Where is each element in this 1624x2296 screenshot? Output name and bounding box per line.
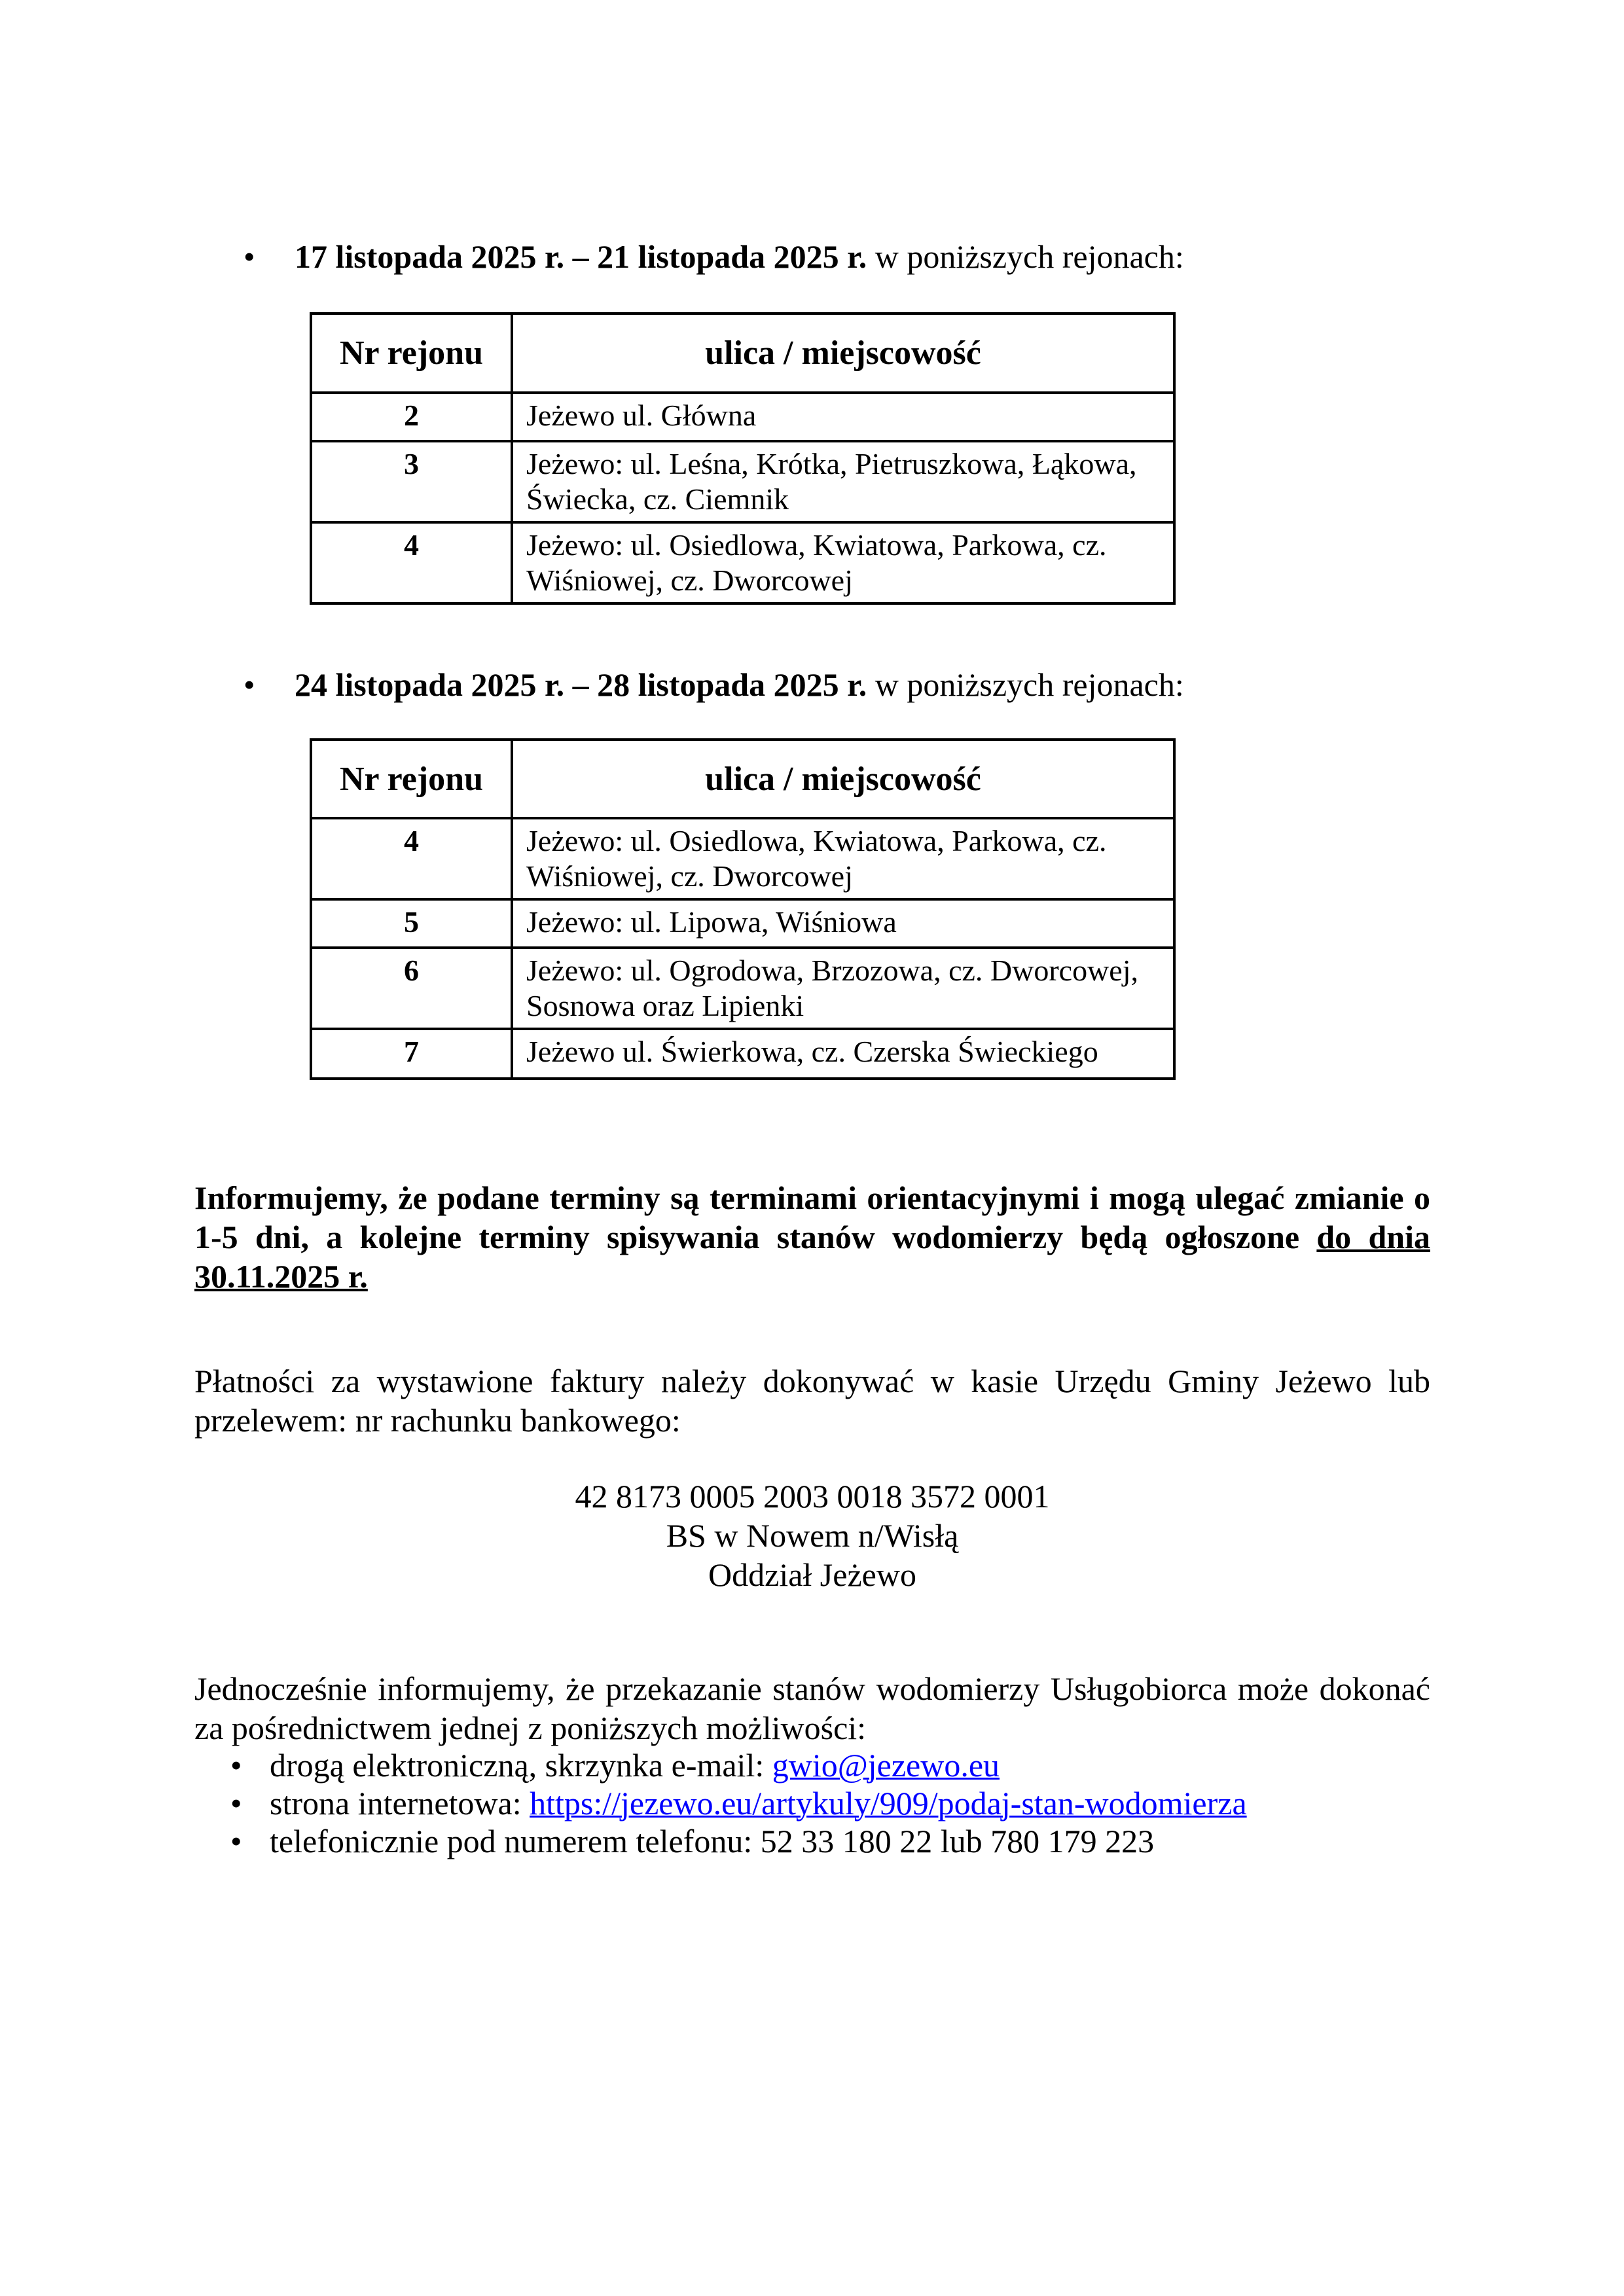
header-street: ulica / miejscowość (512, 740, 1174, 818)
contact-label: telefonicznie pod numerem telefonu: 52 33 180 22 lub 780 179 223 (270, 1823, 1155, 1859)
notice-deadline: do dnia 30.11.2025 r. (194, 1219, 1430, 1295)
bank-name: BS w Nowem n/Wisłą (666, 1517, 959, 1554)
contact-intro: Jednocześnie informujemy, że przekazanie stanów wodomierzy Usługobiorca może dokonać za pośrednictwem jednej z poniższych możliwości: (194, 1670, 1430, 1746)
contact-item-phone (194, 1822, 1430, 1860)
table-row (311, 1029, 1174, 1079)
email-link[interactable]: gwio@jezewo.eu (772, 1747, 1000, 1784)
regions-table-2 (310, 738, 1176, 1080)
region-number: 4 (311, 818, 512, 899)
region-street: Jeżewo ul. Główna (512, 393, 1174, 441)
contact-item-website (194, 1784, 1430, 1822)
region-number: 7 (311, 1029, 512, 1079)
contact-list (194, 1746, 1430, 1860)
date-range: 24 listopada 2025 r. – 28 listopada 2025 r. (295, 666, 867, 703)
bullet-icon: • (244, 666, 255, 703)
heading-suffix: w poniższych rejonach: (867, 666, 1184, 703)
region-number: 3 (311, 441, 512, 522)
region-street: Jeżewo: ul. Osiedlowa, Kwiatowa, Parkowa, cz. Wiśniowej, cz. Dworcowej (512, 522, 1174, 603)
region-number: 6 (311, 948, 512, 1029)
bullet-icon: • (230, 1785, 242, 1821)
contact-label: drogą elektroniczną, skrzynka e-mail: (270, 1747, 772, 1784)
region-street: Jeżewo ul. Świerkowa, cz. Czerska Świeckiego (512, 1029, 1174, 1079)
account-number: 42 8173 0005 2003 0018 3572 0001 (575, 1478, 1050, 1515)
table-header-row (311, 740, 1174, 818)
region-number: 4 (311, 522, 512, 603)
header-nr: Nr rejonu (311, 314, 512, 393)
region-street: Jeżewo: ul. Leśna, Krótka, Pietruszkowa, Łąkowa, Świecka, cz. Ciemnik (512, 441, 1174, 522)
region-street: Jeżewo: ul. Lipowa, Wiśniowa (512, 899, 1174, 948)
heading-suffix: w poniższych rejonach: (867, 238, 1184, 275)
notice-paragraph (194, 1178, 1430, 1296)
table-row (311, 441, 1174, 522)
region-number: 5 (311, 899, 512, 948)
header-nr: Nr rejonu (311, 740, 512, 818)
contact-item-email (194, 1746, 1430, 1784)
region-number: 2 (311, 393, 512, 441)
table-row (311, 899, 1174, 948)
region-street: Jeżewo: ul. Osiedlowa, Kwiatowa, Parkowa, cz. Wiśniowej, cz. Dworcowej (512, 818, 1174, 899)
table-row (311, 522, 1174, 603)
regions-table-1 (310, 312, 1176, 605)
date-range: 17 listopada 2025 r. – 21 listopada 2025 r. (295, 238, 867, 275)
bank-branch: Oddział Jeżewo (708, 1556, 916, 1593)
region-street: Jeżewo: ul. Ogrodowa, Brzozowa, cz. Dworcowej, Sosnowa oraz Lipienki (512, 948, 1174, 1029)
notice-text: Informujemy, że podane terminy są terminami orientacyjnymi i mogą ulegać zmianie o 1-5 dni, a kolejne terminy spisywania stanów wodomierzy będą ogłoszone (194, 1179, 1430, 1255)
table-row (311, 818, 1174, 899)
bullet-icon: • (230, 1823, 242, 1859)
header-street: ulica / miejscowość (512, 314, 1174, 393)
website-link[interactable]: https://jezewo.eu/artykuly/909/podaj-stan-wodomierza (530, 1785, 1247, 1821)
bullet-icon: • (244, 238, 255, 275)
table-header-row (311, 314, 1174, 393)
contact-label: strona internetowa: (270, 1785, 530, 1821)
table-row (311, 393, 1174, 441)
table-row (311, 948, 1174, 1029)
section-1-heading (295, 237, 1184, 276)
bullet-icon: • (230, 1747, 242, 1784)
section-2-heading (295, 665, 1184, 704)
payment-paragraph: Płatności za wystawione faktury należy dokonywać w kasie Urzędu Gminy Jeżewo lub przelewem: nr rachunku bankowego: (194, 1363, 1430, 1439)
